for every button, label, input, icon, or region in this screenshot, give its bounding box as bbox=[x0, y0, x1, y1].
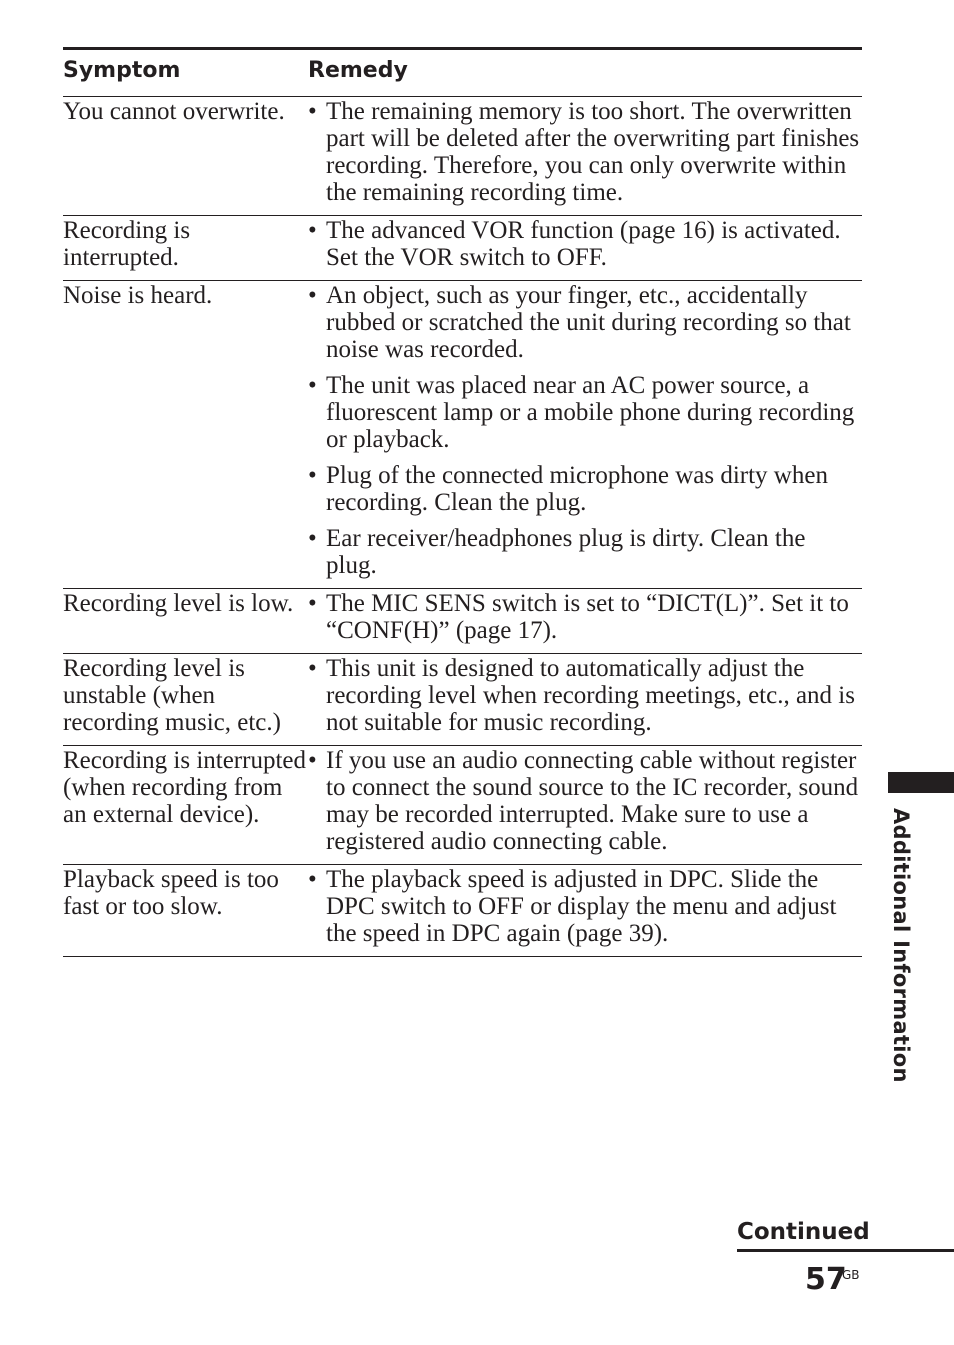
section-tab-marker bbox=[888, 772, 954, 793]
symptom-cell: Recording level is unstable (when recording music, etc.) bbox=[63, 655, 281, 736]
remedy-text: The MIC SENS switch is set to “DICT(L)”. Set it to “CONF(H)” (page 17). bbox=[326, 590, 849, 644]
table-row bbox=[63, 746, 862, 865]
remedy-text: The playback speed is adjusted in DPC. Slide the DPC switch to OFF or display the menu and adjust the speed in DPC again (page 39). bbox=[326, 866, 837, 947]
remedy-text: Ear receiver/headphones plug is dirty. Clean the plug. bbox=[326, 525, 806, 579]
table-row bbox=[63, 589, 862, 654]
remedy-cell bbox=[308, 281, 862, 588]
remedy-item bbox=[308, 747, 862, 855]
section-side-label: Additional Information bbox=[889, 808, 913, 1083]
page-number-suffix: GB bbox=[842, 1268, 860, 1282]
remedy-item bbox=[308, 525, 862, 579]
troubleshooting-table bbox=[63, 47, 862, 957]
remedy-item bbox=[308, 655, 862, 736]
remedy-cell bbox=[308, 865, 862, 956]
bullet-icon: • bbox=[308, 655, 317, 682]
remedy-text: Plug of the connected microphone was dirty when recording. Clean the plug. bbox=[326, 462, 828, 516]
remedy-text: The remaining memory is too short. The overwritten part will be deleted after the overwriting part finishes recording. Therefore, you can only overwrite within the remaining recording time. bbox=[326, 98, 860, 206]
remedy-item bbox=[308, 866, 862, 947]
bullet-icon: • bbox=[308, 217, 317, 244]
bullet-icon: • bbox=[308, 282, 317, 309]
remedy-cell bbox=[308, 746, 862, 864]
symptom-cell: Recording is interrupted (when recording from an external device). bbox=[63, 747, 306, 828]
remedy-item bbox=[308, 98, 862, 206]
bullet-icon: • bbox=[308, 525, 317, 552]
remedy-text: If you use an audio connecting cable without register to connect the sound source to the IC recorder, sound may be recorded interrupted. Make sure to use a registered audio connecting cable. bbox=[326, 747, 859, 855]
continued-label: Continued bbox=[737, 1219, 870, 1245]
table-body bbox=[63, 97, 862, 957]
symptom-cell: You cannot overwrite. bbox=[63, 98, 285, 125]
bullet-icon: • bbox=[308, 98, 317, 125]
remedy-cell bbox=[308, 589, 862, 653]
symptom-cell: Recording is interrupted. bbox=[63, 217, 191, 271]
remedy-item bbox=[308, 282, 862, 363]
table-row bbox=[63, 654, 862, 746]
continued-rule bbox=[737, 1249, 954, 1252]
symptom-column-header: Symptom bbox=[63, 58, 181, 83]
table-row bbox=[63, 281, 862, 589]
bullet-icon: • bbox=[308, 866, 317, 893]
remedy-item bbox=[308, 590, 862, 644]
remedy-text: An object, such as your finger, etc., accidentally rubbed or scratched the unit during recording so that noise was recorded. bbox=[326, 282, 851, 363]
remedy-item bbox=[308, 462, 862, 516]
remedy-text: The unit was placed near an AC power source, a fluorescent lamp or a mobile phone during recording or playback. bbox=[326, 372, 855, 453]
page-number: 57 bbox=[805, 1262, 847, 1297]
remedy-text: This unit is designed to automatically adjust the recording level when recording meetings, etc., and is not suitable for music recording. bbox=[326, 655, 855, 736]
symptom-cell: Noise is heard. bbox=[63, 282, 213, 309]
remedy-text: The advanced VOR function (page 16) is activated. Set the VOR switch to OFF. bbox=[326, 217, 841, 271]
table-header bbox=[63, 50, 862, 97]
remedy-item bbox=[308, 217, 862, 271]
remedy-column-header: Remedy bbox=[308, 58, 408, 83]
table-row bbox=[63, 97, 862, 216]
table-row bbox=[63, 865, 862, 957]
bullet-icon: • bbox=[308, 590, 317, 617]
bullet-icon: • bbox=[308, 747, 317, 774]
bullet-icon: • bbox=[308, 372, 317, 399]
table-row bbox=[63, 216, 862, 281]
remedy-cell bbox=[308, 654, 862, 745]
symptom-cell: Playback speed is too fast or too slow. bbox=[63, 866, 279, 920]
bullet-icon: • bbox=[308, 462, 317, 489]
symptom-cell: Recording level is low. bbox=[63, 590, 294, 617]
remedy-cell bbox=[308, 97, 862, 215]
remedy-cell bbox=[308, 216, 862, 280]
remedy-item bbox=[308, 372, 862, 453]
